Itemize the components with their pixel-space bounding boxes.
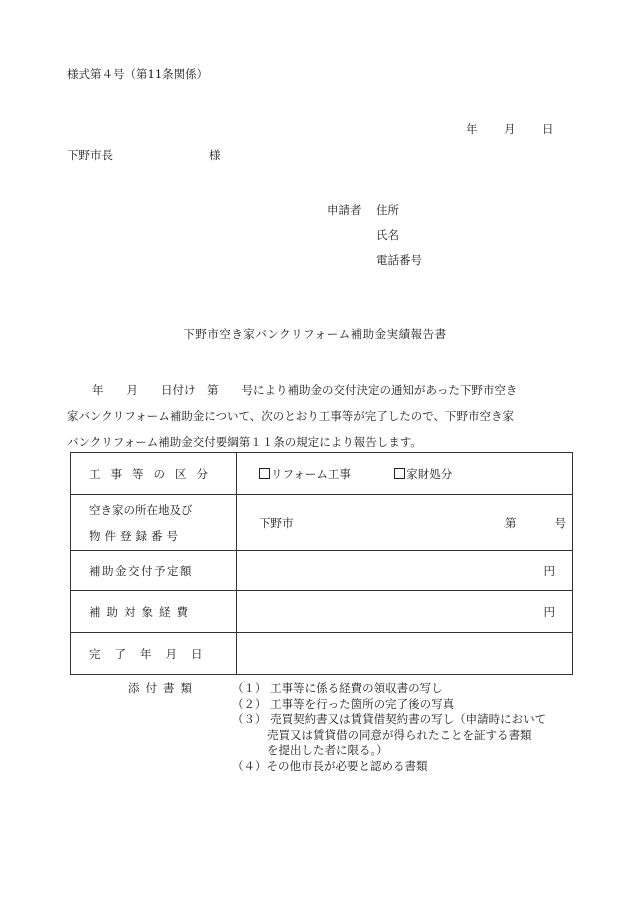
table-row (71, 591, 573, 633)
list-item-continuation: 売買又は賃貸借の同意が得られたことを証する書類 (267, 727, 532, 742)
applicant-name-label: 氏名 (376, 228, 399, 242)
work-type-options (237, 453, 573, 495)
body-line-3: バンクリフォーム補助金交付要綱第１１条の規定により報告します。 (67, 435, 422, 449)
attachments-list (232, 681, 546, 774)
report-table (70, 452, 573, 675)
option-disposal[interactable]: 家財処分 (394, 467, 452, 481)
table-row (71, 633, 573, 675)
table-row (71, 495, 573, 551)
body-text (67, 377, 567, 455)
list-item-continuation: を提出した者に限る。） (267, 743, 388, 757)
addressee-name: 下野市長 (67, 148, 113, 162)
table-row (71, 453, 573, 495)
planned-amount-value (237, 551, 573, 591)
document-title: 下野市空き家バンクリフォーム補助金実績報告書 (183, 327, 447, 341)
table-row (71, 551, 573, 591)
body-line-2: 家バンクリフォーム補助金について、次のとおり工事等が完了したので、下野市空き家 (67, 409, 515, 423)
work-type-label: 工事等の区分 (71, 453, 237, 495)
yen-unit: 円 (543, 604, 555, 619)
completion-date-label: 完了年月日 (71, 633, 237, 675)
addressee-honorific: 様 (209, 148, 221, 162)
registration-go: 号 (554, 515, 566, 530)
registration-dai: 第 (505, 515, 517, 530)
date-line (466, 121, 554, 137)
list-item: （３） 売買契約書又は賃貸借契約書の写し（申請時において (232, 712, 547, 726)
eligible-cost-value (237, 591, 573, 633)
applicant-phone-label: 電話番号 (376, 253, 422, 267)
addressee (67, 147, 221, 163)
location-city: 下野市 (259, 515, 294, 530)
yen-unit: 円 (543, 563, 555, 578)
list-item: （２） 工事等を行った箇所の完了後の写真 (232, 696, 455, 711)
date-month: 月 (504, 122, 516, 136)
applicant-label: 申請者 (327, 203, 362, 217)
applicant-address-label: 住所 (376, 203, 399, 217)
form-number: 様式第４号（第11条関係） (67, 67, 209, 81)
attachments-heading: 添付書類 (128, 681, 198, 695)
completion-date-value (237, 633, 573, 675)
applicant-block (327, 198, 422, 273)
option-reform[interactable]: リフォーム工事 (259, 467, 351, 481)
body-line-1: 年 月 日付け 第 号により補助金の交付決定の通知があった下野市空き (92, 383, 518, 397)
checkbox-icon[interactable] (394, 468, 405, 479)
location-value (237, 495, 573, 551)
attachments (128, 681, 547, 773)
location-label: 空き家の所在地及び 物件登録番号 (71, 495, 237, 551)
date-day: 日 (542, 122, 554, 136)
planned-amount-label: 補助金交付予定額 (71, 551, 237, 591)
eligible-cost-label: 補助対象経費 (71, 591, 237, 633)
list-item: （１） 工事等に係る経費の領収書の写し (232, 681, 443, 695)
date-year: 年 (466, 122, 478, 136)
list-item: （４）その他市長が必要と認める書類 (232, 758, 428, 773)
checkbox-icon[interactable] (259, 468, 270, 479)
